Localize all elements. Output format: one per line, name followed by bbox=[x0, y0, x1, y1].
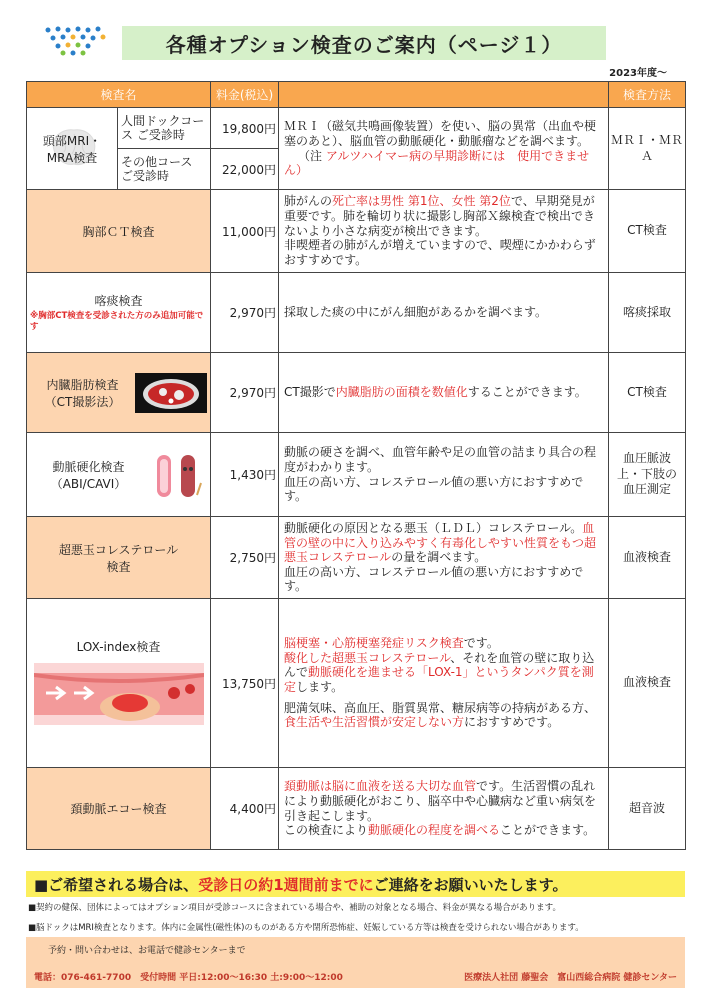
artery-plaque-illustration bbox=[34, 663, 204, 725]
desc-ct-3: 非喫煙者の肺がんが増えていますので、喫煙にかかわらずおすすめです。 bbox=[284, 238, 596, 267]
course-dock-label: 人間ドックコース ご受診時 bbox=[118, 108, 211, 149]
col-description bbox=[279, 82, 609, 108]
exam-name-ct: 胸部ＣＴ検査 bbox=[27, 190, 211, 273]
desc-lox-red-2: 酸化した超悪玉コレステロール bbox=[284, 650, 451, 665]
price-fat: 2,970円 bbox=[211, 353, 279, 433]
exam-name-abi-sub: （ABI/CAVI） bbox=[50, 476, 127, 491]
col-price: 料金(税込) bbox=[211, 82, 279, 108]
table-row bbox=[27, 599, 686, 768]
desc-ldl-2: の量を調べます。 bbox=[391, 550, 487, 565]
desc-ct-1: 肺がんの bbox=[284, 194, 333, 209]
note-mri: ■脳ドックはMRI検査となります。体内に金属性(磁性体)のものがある方や閉所恐怖症、妊娠している方等は検査を受けられない場合があります。 bbox=[28, 923, 584, 934]
col-method: 検査方法 bbox=[609, 82, 686, 108]
desc-ct-red: 死亡率は男性 第1位、女性 第2位 bbox=[332, 194, 511, 209]
table-row bbox=[27, 273, 686, 353]
hospital-logo bbox=[40, 24, 110, 58]
banner-text-2: ご連絡をお願いいたします。 bbox=[373, 875, 568, 894]
note-alzheimer: アルツハイマー病の早期診断には 使用できません） bbox=[284, 148, 590, 178]
desc-ldl-3: 血圧の高い方、コレステロール値の悪い方におすすめです。 bbox=[284, 564, 584, 594]
desc-lox-1: です。 bbox=[463, 636, 499, 651]
price-lox: 13,750円 bbox=[211, 599, 279, 768]
course-other-label: その他コース ご受診時 bbox=[118, 149, 211, 190]
banner-text-1: ■ご希望される場合は、 bbox=[34, 875, 199, 894]
exam-table bbox=[26, 81, 686, 850]
desc-echo-3: ことができます。 bbox=[500, 823, 596, 838]
blood-vessel-illustration bbox=[147, 445, 207, 505]
desc-echo-1: です。生活習慣の乱れにより動脈硬化がおこり、脳卒中や心臓病など重い病気を引き起こします。 bbox=[284, 779, 597, 823]
organization-name: 医療法人社団 藤聖会 富山西総合病院 健診センター bbox=[464, 973, 677, 983]
price-mri-dock: 19,800円 bbox=[211, 108, 279, 149]
price-sputum: 2,970円 bbox=[211, 273, 279, 353]
price-abi: 1,430円 bbox=[211, 433, 279, 517]
desc-fat-1: CT撮影で bbox=[284, 385, 336, 400]
exam-name-lox: LOX-index検査 bbox=[76, 640, 161, 654]
method-sputum: 喀痰採取 bbox=[609, 273, 686, 353]
table-row bbox=[27, 353, 686, 433]
desc-ldl-red: 血管の壁の中に入り込みやすく有毒化しやすい性質をもつ超悪玉コレステロール bbox=[284, 520, 597, 565]
desc-ct-2: で、早期発見が重要です。肺を輪切り状に撮影し胸部Ｘ線検査で検出できないより小さな病変が検出できます。 bbox=[284, 194, 596, 238]
col-exam-name: 検査名 bbox=[27, 82, 211, 108]
desc-lox-3: します。 bbox=[296, 680, 344, 694]
exam-name-sputum: 喀痰検査 bbox=[94, 294, 143, 309]
desc-sputum: 採取した痰の中にがん細胞があるかを調べます。 bbox=[279, 273, 609, 353]
price-echo: 4,400円 bbox=[211, 768, 279, 850]
price-ct: 11,000円 bbox=[211, 190, 279, 273]
table-row bbox=[27, 108, 686, 149]
ct-scan-image bbox=[135, 373, 207, 413]
fiscal-year: 2023年度～ bbox=[609, 68, 667, 79]
note-prefix: （注 bbox=[298, 148, 323, 163]
page-title: 各種オプション検査のご案内（ページ１） bbox=[122, 26, 606, 60]
desc-lox-red-3: 動脈硬化を進ませる「LOX-1」というタンパク質を測定 bbox=[284, 665, 594, 694]
desc-lox-5: におすすめです。 bbox=[464, 715, 560, 730]
table-row bbox=[27, 768, 686, 850]
table-row bbox=[27, 190, 686, 273]
desc-lox-red-1: 脳梗塞・心筋梗塞発症リスク検査 bbox=[284, 636, 464, 651]
exam-name-ldl: 超悪玉コレステロール bbox=[58, 542, 179, 557]
contact-info: 予約・問い合わせは、お電話で健診センターまで bbox=[48, 946, 246, 956]
phone-hours: 電話：076-461-7700 受付時間 平日:12:00～16:30 土:9:00～12:00 bbox=[34, 973, 343, 983]
desc-fat-red: 内臓脂肪の面積を数値化 bbox=[335, 385, 468, 400]
note-insurance: ■契約の健保、団体によってはオプション項目が受診コースに含まれている場合や、補助の対象となる場合、料金が異なる場合があります。 bbox=[28, 903, 561, 913]
exam-name-ldl-sub: 検査 bbox=[106, 559, 131, 574]
banner-deadline: 受診日の約1週間前までに bbox=[198, 875, 374, 894]
method-abi-1: 血圧脈波 bbox=[623, 451, 672, 466]
method-fat: CT検査 bbox=[609, 353, 686, 433]
method-lox: 血液検査 bbox=[609, 599, 686, 768]
desc-lox-4: 肥満気味、高血圧、脂質異常、糖尿病等の持病がある方、 bbox=[284, 700, 597, 715]
price-mri-other: 22,000円 bbox=[211, 149, 279, 190]
price-ldl: 2,750円 bbox=[211, 517, 279, 599]
desc-lox-red-4: 食生活や生活習慣が安定しない方 bbox=[284, 715, 465, 730]
desc-echo-red-1: 頚動脈は脳に血液を送る大切な血管 bbox=[284, 779, 477, 794]
table-row bbox=[27, 517, 686, 599]
method-abi-3: 血圧測定 bbox=[623, 482, 672, 497]
desc-lox-2: 、それを血管の壁に取り込んで bbox=[284, 650, 595, 680]
sputum-note: ※胸部CT検査を受診された方のみ追加可能です bbox=[30, 311, 204, 332]
method-ct: CT検査 bbox=[609, 190, 686, 273]
desc-abi-1: 動脈の硬さを調べ、血管年齢や足の血管の詰まり具合の程度がわかります。 bbox=[284, 445, 597, 474]
contact-banner bbox=[26, 871, 685, 897]
footer bbox=[26, 937, 685, 988]
desc-echo-red-2: 動脈硬化の程度を調べる bbox=[368, 823, 501, 838]
method-echo: 超音波 bbox=[609, 768, 686, 850]
method-ldl: 血液検査 bbox=[609, 517, 686, 599]
desc-echo-2: この検査により bbox=[284, 823, 369, 838]
desc-mri: ＭＲＩ（磁気共鳴画像装置）を使い、脳の異常（出血や梗塞のあと）、脳血管の動脈硬化・動脈瘤などを調べます。 bbox=[284, 119, 597, 148]
exam-name-fat-sub: （CT撮影法） bbox=[44, 394, 121, 409]
exam-name-mri: 頭部MRI・MRA検査 bbox=[42, 133, 102, 165]
table-header bbox=[27, 82, 686, 108]
desc-fat-2: することができます。 bbox=[467, 385, 587, 400]
desc-abi-2: 血圧の高い方、コレステロール値の悪い方におすすめです。 bbox=[284, 474, 584, 504]
table-row bbox=[27, 433, 686, 517]
method-abi-2: 上・下肢の bbox=[617, 466, 678, 481]
desc-ldl-1: 動脈硬化の原因となる悪玉（ＬＤＬ）コレステロール。 bbox=[284, 520, 583, 535]
method-mri: ＭＲＩ・ＭＲＡ bbox=[609, 108, 686, 190]
exam-name-abi: 動脈硬化検査 bbox=[52, 459, 125, 474]
exam-name-echo: 頚動脈エコー検査 bbox=[27, 768, 211, 850]
exam-name-fat: 内臓脂肪検査 bbox=[46, 377, 119, 392]
